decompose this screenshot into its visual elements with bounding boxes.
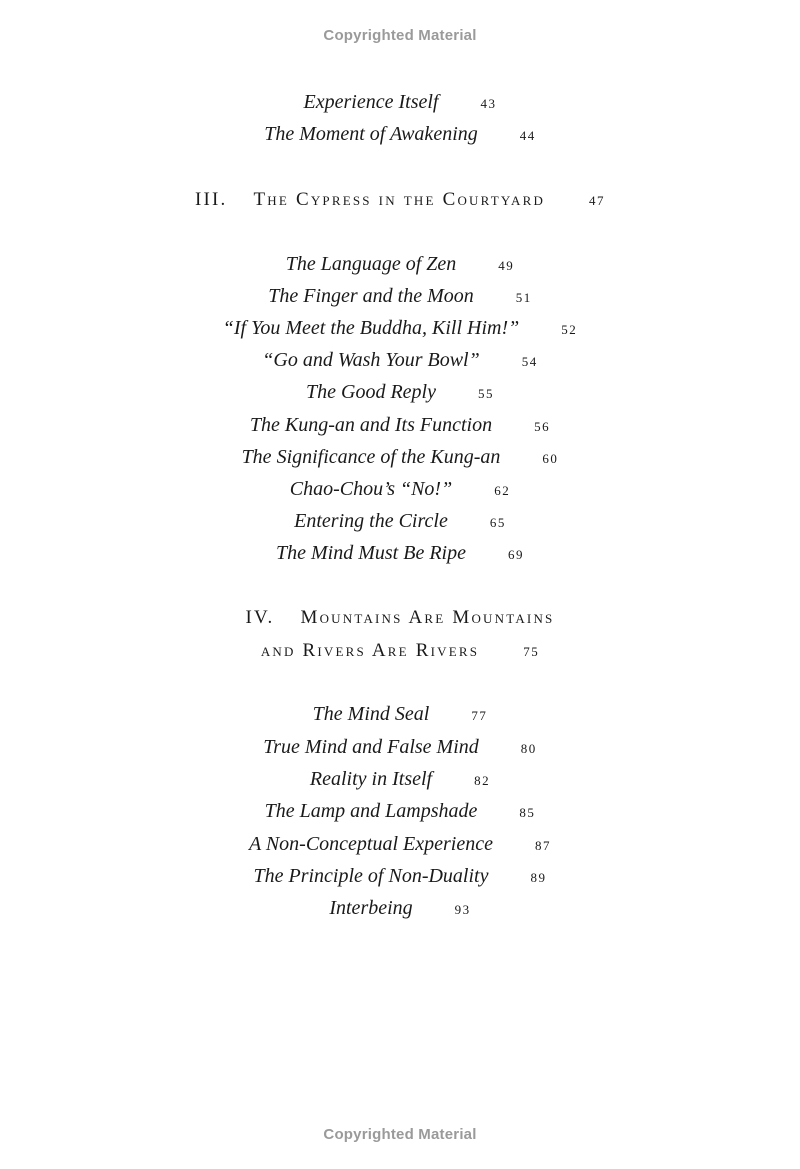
toc-entry-page: 60 bbox=[542, 451, 559, 466]
toc-entry bbox=[0, 832, 800, 858]
toc-entry-page: 51 bbox=[515, 290, 532, 305]
toc-entry-title: The Kung-an and Its Function bbox=[249, 414, 493, 436]
chapter-heading-iv bbox=[0, 606, 800, 630]
chapter-heading-iii bbox=[0, 188, 800, 213]
toc-entry bbox=[0, 122, 800, 148]
toc-entry-page: 82 bbox=[474, 773, 491, 788]
toc-entry-title: The Mind Seal bbox=[312, 703, 430, 725]
toc-entry-page: 80 bbox=[520, 741, 537, 756]
toc-entry-title: The Lamp and Lampshade bbox=[264, 800, 478, 822]
toc-entry-title: Interbeing bbox=[329, 897, 413, 919]
toc-entry-page: 89 bbox=[530, 870, 547, 885]
toc-entry-title: The Significance of the Kung-an bbox=[241, 446, 501, 468]
toc-entry-title: A Non-Conceptual Experience bbox=[248, 833, 493, 855]
toc-entry bbox=[0, 380, 800, 406]
toc-entry-title: Chao-Chou’s “No!” bbox=[289, 478, 453, 500]
toc-entry-title: The Finger and the Moon bbox=[268, 285, 474, 307]
toc-entry-title: Entering the Circle bbox=[294, 510, 448, 532]
toc-entry-page: 93 bbox=[454, 902, 471, 917]
chapter-number: III. bbox=[194, 189, 228, 210]
toc-entry-title: The Principle of Non-Duality bbox=[253, 865, 489, 887]
toc-entry-page: 56 bbox=[534, 419, 551, 434]
toc-entry-page: 77 bbox=[471, 708, 488, 723]
toc-entry-page: 54 bbox=[521, 354, 538, 369]
toc-entry-title: Reality in Itself bbox=[309, 768, 433, 790]
toc-entry-page: 62 bbox=[494, 483, 511, 498]
chapter-number: IV. bbox=[245, 607, 275, 628]
toc-entry bbox=[0, 896, 800, 922]
toc-entry bbox=[0, 252, 800, 278]
toc-entry-title: The Moment of Awakening bbox=[264, 123, 478, 145]
chapter-heading-iv-continued bbox=[0, 639, 800, 664]
toc-entry-title: “Go and Wash Your Bowl” bbox=[262, 349, 480, 371]
toc-entry bbox=[0, 477, 800, 503]
chapter-title-line2: and Rivers Are Rivers bbox=[260, 640, 480, 661]
toc-entry bbox=[0, 413, 800, 439]
toc-entry-page: 69 bbox=[507, 547, 524, 562]
toc-entry-title: Experience Itself bbox=[303, 91, 439, 113]
copyright-watermark-top: Copyrighted Material bbox=[323, 27, 477, 44]
toc-entry bbox=[0, 445, 800, 471]
toc-entry-page: 52 bbox=[561, 322, 578, 337]
toc-entry bbox=[0, 702, 800, 728]
chapter-title: The Cypress in the Courtyard bbox=[253, 189, 546, 210]
chapter-page: 47 bbox=[589, 193, 606, 208]
toc-entry bbox=[0, 767, 800, 793]
toc-entry bbox=[0, 799, 800, 825]
copyright-watermark-bottom: Copyrighted Material bbox=[323, 1126, 477, 1143]
toc-entry-title: True Mind and False Mind bbox=[263, 736, 479, 758]
toc-entry-page: 55 bbox=[477, 386, 494, 401]
toc-entry-page: 43 bbox=[480, 96, 497, 111]
toc-entry-page: 85 bbox=[519, 805, 536, 820]
chapter-page: 75 bbox=[523, 644, 540, 659]
toc-entry-title: The Mind Must Be Ripe bbox=[276, 542, 466, 564]
toc-entry bbox=[0, 735, 800, 761]
toc-entry-page: 87 bbox=[535, 838, 551, 853]
toc-entry-title: The Good Reply bbox=[306, 381, 436, 403]
toc-entry bbox=[0, 284, 800, 310]
toc-entry-title: The Language of Zen bbox=[285, 253, 457, 275]
toc-entry-page: 44 bbox=[519, 128, 536, 143]
toc-entry-title: “If You Meet the Buddha, Kill Him!” bbox=[222, 317, 520, 339]
toc-entry bbox=[0, 316, 800, 342]
toc-entry bbox=[0, 348, 800, 374]
toc-entry-page: 65 bbox=[489, 515, 506, 530]
toc-entry-page: 49 bbox=[498, 258, 515, 273]
toc-entry bbox=[0, 864, 800, 890]
chapter-title-line1: Mountains Are Mountains bbox=[300, 607, 555, 628]
toc-entry bbox=[0, 90, 800, 116]
toc-entry bbox=[0, 541, 800, 567]
toc-entry bbox=[0, 509, 800, 535]
